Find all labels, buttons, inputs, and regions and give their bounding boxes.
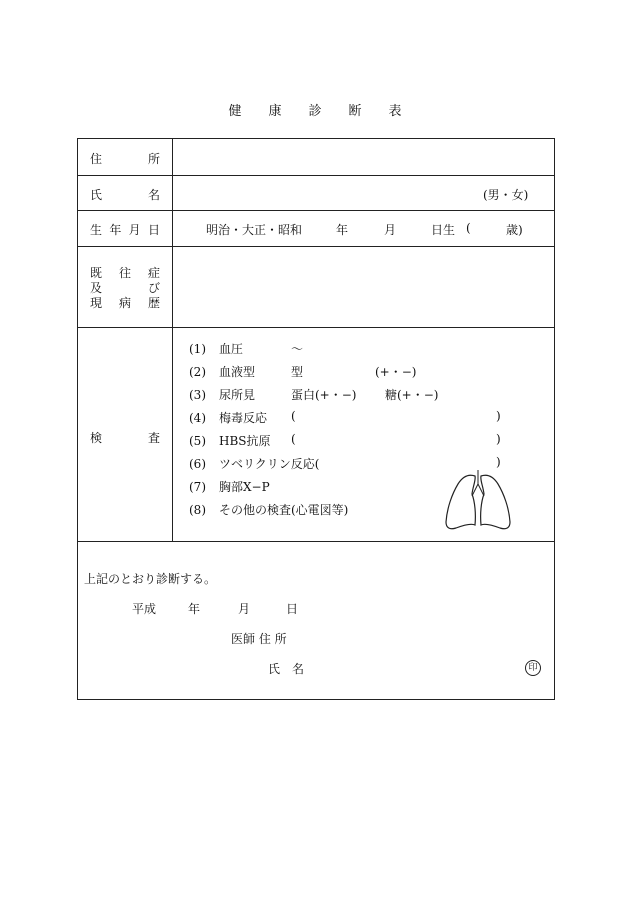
lungs-diagram-icon (442, 470, 514, 534)
era-choice[interactable]: 明治・大正・昭和 (206, 223, 303, 237)
health-certificate-form (77, 138, 555, 700)
birth-day-label: 日生 (431, 223, 456, 237)
exam-item-urinalysis: (3) 尿所見 (189, 388, 256, 402)
name-label: 氏 名 (90, 188, 160, 202)
sign-day-label: 日 (286, 602, 299, 616)
doctor-address-label: 医師 住 所 (231, 632, 287, 646)
title-char: 診 (308, 104, 322, 119)
diagnosis-statement: 上記のとおり診断する。 (84, 572, 217, 586)
medical-history-field[interactable] (178, 253, 548, 321)
name-field[interactable] (178, 180, 468, 207)
hbs-close-paren: ) (496, 432, 501, 446)
sign-month-label: 月 (238, 602, 251, 616)
exam-item-tuberculin: (6) ツベリクリン反応( (189, 457, 320, 471)
sign-era: 平成 (132, 602, 157, 616)
address-row (78, 139, 554, 176)
age-open-paren: ( (466, 221, 471, 235)
history-label-line1: 既 往 症 (90, 266, 160, 280)
title-char: 表 (388, 104, 402, 119)
exam-item-syphilis: (4) 梅毒反応 (189, 411, 268, 425)
sign-year-label: 年 (188, 602, 201, 616)
title-char: 康 (268, 104, 282, 119)
name-row (78, 176, 554, 211)
birth-month-label: 月 (384, 223, 397, 237)
examination-row (78, 328, 554, 542)
birthdate-row (78, 211, 554, 247)
exam-item-blood-type: (2) 血液型 (189, 365, 256, 379)
syphilis-close-paren: ) (496, 409, 501, 423)
exam-item-hbs-antigen: (5) HBS抗原 (189, 434, 271, 448)
history-label-line3: 現 病 歴 (90, 296, 160, 310)
tuberculin-close-paren: ) (496, 455, 501, 469)
exam-item-chest-xray: (7) 胸部X−P (189, 480, 270, 494)
title-char: 健 (228, 104, 242, 119)
birth-year-label: 年 (336, 223, 349, 237)
examination-label: 検 査 (90, 431, 160, 445)
blood-type-label: 型 (291, 365, 304, 379)
rh-choice[interactable]: (+・−) (375, 365, 417, 379)
age-label: 歳) (506, 223, 523, 237)
doctor-name-label-right: 名 (292, 662, 305, 676)
form-title (0, 100, 630, 119)
syphilis-open-paren: ( (291, 409, 296, 423)
doctor-name-label-left: 氏 (268, 662, 281, 676)
urine-sugar-choice[interactable]: 糖(+・−) (385, 388, 439, 402)
address-label: 住 所 (90, 152, 160, 166)
birthdate-label: 生 年 月 日 (90, 223, 160, 237)
urine-protein-choice[interactable]: 蛋白(+・−) (291, 388, 357, 402)
blood-pressure-range: 〜 (291, 342, 304, 356)
address-field[interactable] (178, 143, 548, 171)
hbs-open-paren: ( (291, 432, 296, 446)
medical-history-row (78, 247, 554, 328)
title-char: 断 (348, 104, 362, 119)
seal-mark: 印 (525, 660, 541, 676)
history-label-line2: 及 び (90, 281, 160, 295)
exam-item-blood-pressure: (1) 血圧 (189, 342, 244, 356)
exam-item-other-tests: (8) その他の検査(心電図等) (189, 503, 349, 517)
gender-choice[interactable]: (男・女) (483, 188, 529, 202)
